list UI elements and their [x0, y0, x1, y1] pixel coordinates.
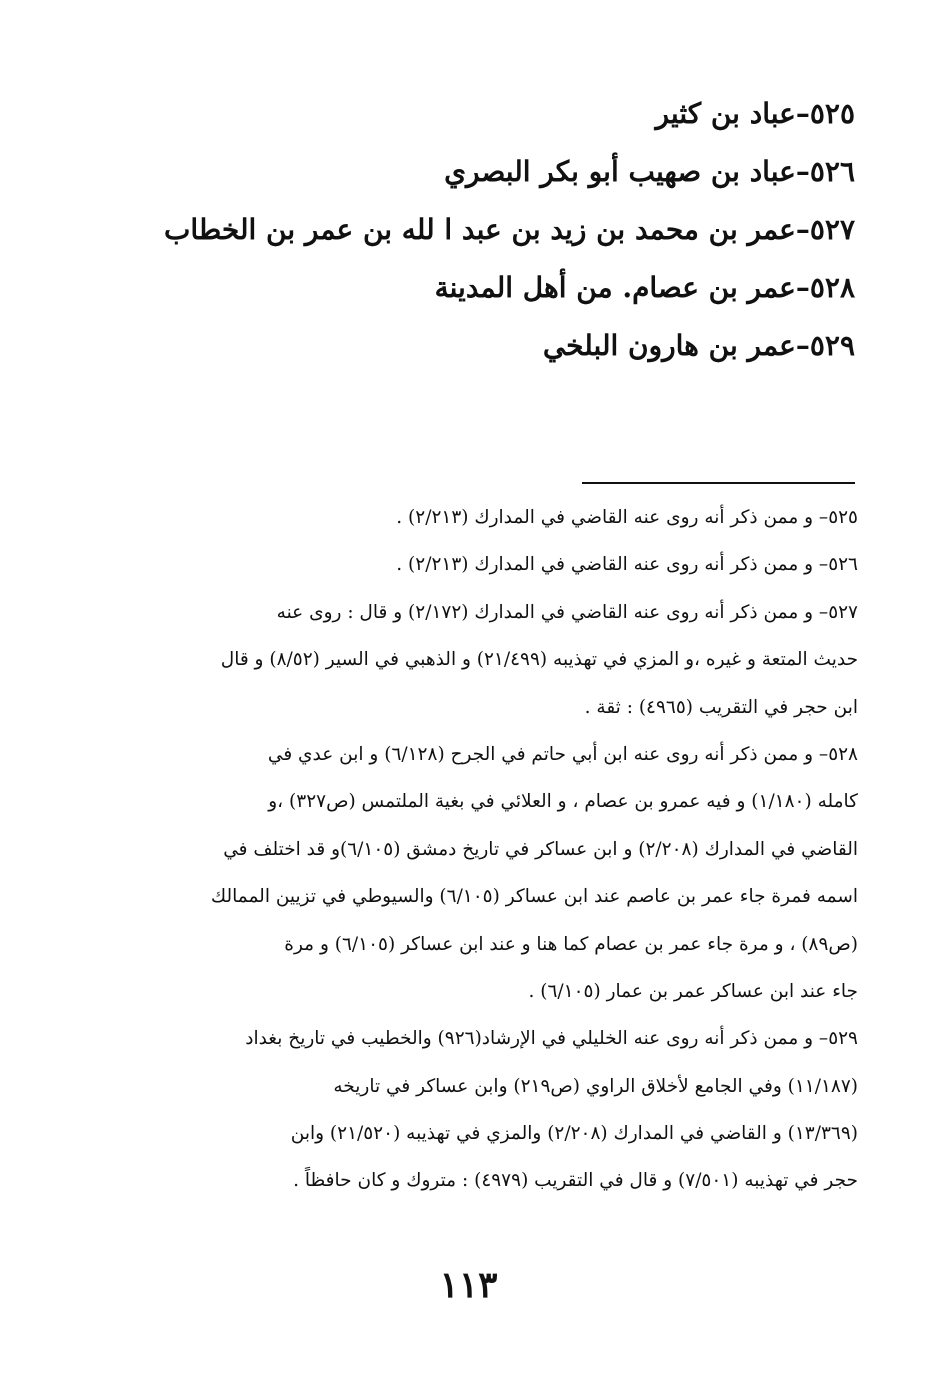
footnote-divider [582, 482, 855, 484]
footnote-line: ٥٢٥– و ممن ذكر أنه روى عنه القاضي في المدارك (٢/٢١٣) . [396, 507, 858, 528]
footnote-line: حديث المتعة و غيره ،و المزي في تهذيبه (٢١/٤٩٩) و الذهبي في السير (٨/٥٢) و قال [220, 649, 858, 671]
entry-528: ٥٢٨–عمر بن عصام. من أهل المدينة [434, 271, 855, 304]
footnotes [128, 494, 858, 1205]
page-number: ١١٣ [439, 1264, 498, 1306]
footnote-line: (١١/١٨٧) وفي الجامع لأخلاق الراوي (ص٢١٩) وابن عساكر في تاريخه [333, 1075, 858, 1097]
footnote-line: ٥٢٦– و ممن ذكر أنه روى عنه القاضي في المدارك (٢/٢١٣) . [396, 554, 858, 576]
footnote-line: ٥٢٨– و ممن ذكر أنه روى عنه ابن أبي حاتم في الجرح (٦/١٢٨) و ابن عدي في [267, 743, 858, 765]
footnote-line: ٥٢٩– و ممن ذكر أنه روى عنه الخليلي في الإرشاد(٩٢٦) والخطيب في تاريخ بغداد [245, 1028, 858, 1050]
entry-529: ٥٢٩–عمر بن هارون البلخي [542, 329, 855, 362]
entry-526: ٥٢٦–عباد بن صهيب أبو بكر البصري [444, 155, 855, 188]
footnote-line: اسمه فمرة جاء عمر بن عاصم عند ابن عساكر (٦/١٠٥) والسيوطي في تزيين الممالك [210, 886, 858, 908]
entry-525: ٥٢٥–عباد بن كثير [655, 97, 855, 130]
footnote-line: حجر في تهذيبه (٧/٥٠١) و قال في التقريب (٤٩٧٩) : متروك و كان حافظاً . [293, 1170, 858, 1192]
footnote-line: القاضي في المدارك (٢/٢٠٨) و ابن عساكر في تاريخ دمشق (٦/١٠٥)و قد اختلف في [223, 838, 858, 860]
footnote-line: جاء عند ابن عساكر عمر بن عمار (٦/١٠٥) . [528, 980, 858, 1002]
footnote-line: (١٣/٣٦٩) و القاضي في المدارك (٢/٢٠٨) والمزي في تهذيبه (٢١/٥٢٠) وابن [290, 1123, 858, 1145]
entry-list [95, 85, 855, 375]
footnote-line: كامله (١/١٨٠) و فيه عمرو بن عصام ، و العلائي في بغية الملتمس (ص٣٢٧) ،و [268, 791, 858, 813]
footnote-line: ٥٢٧– و ممن ذكر أنه روى عنه القاضي في المدارك (٢/١٧٢) و قال : روى عنه [276, 601, 858, 623]
entry-527: ٥٢٧–عمر بن محمد بن زيد بن عبد ا لله بن عمر بن الخطاب [164, 213, 855, 246]
footnote-line: (ص٨٩) ، و مرة جاء عمر بن عصام كما هنا و عند ابن عساكر (٦/١٠٥) و مرة [284, 933, 858, 955]
footnote-line: ابن حجر في التقريب (٤٩٦٥) : ثقة . [584, 696, 858, 718]
